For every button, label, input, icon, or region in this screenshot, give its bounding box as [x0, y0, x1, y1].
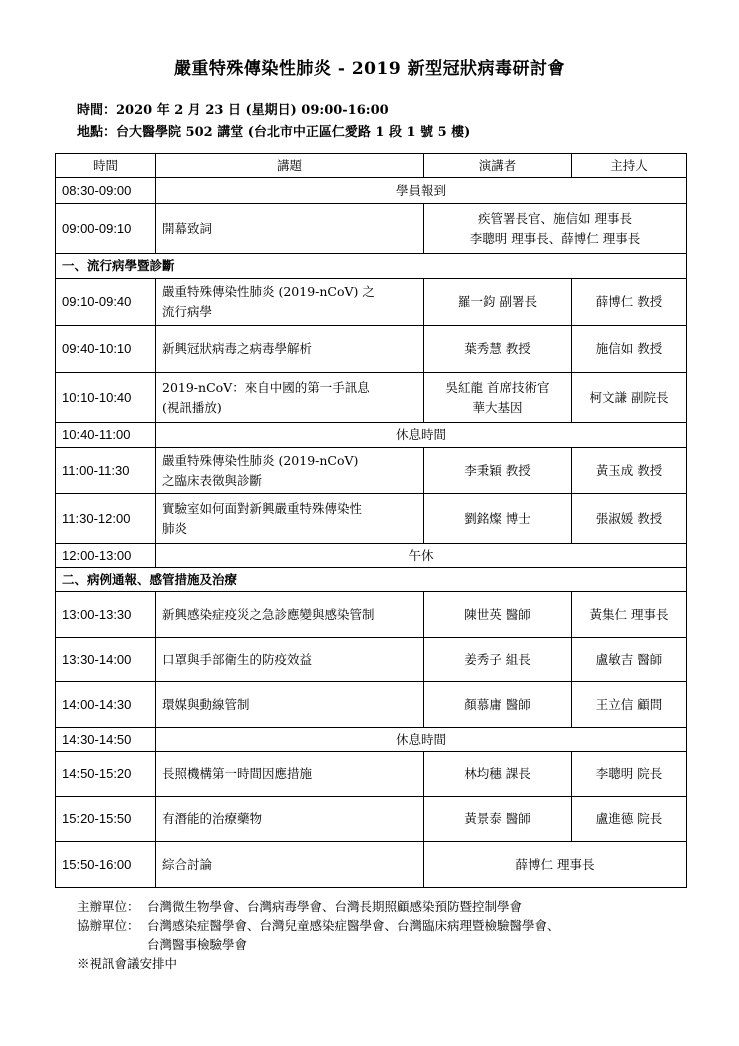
topic-line: 嚴重特殊傳染性肺炎 (2019-nCoV) 之 — [162, 284, 375, 299]
row-speaker: 李秉穎 教授 — [424, 448, 572, 494]
table-row — [56, 797, 687, 842]
table-row — [56, 178, 687, 204]
table-row — [56, 423, 687, 448]
row-speaker: 羅一鈞 副署長 — [424, 279, 572, 326]
row-time: 09:00-09:10 — [56, 204, 156, 254]
row-speaker: 葉秀慧 教授 — [424, 326, 572, 373]
topic-line: 實驗室如何面對新興嚴重特殊傳染性 — [162, 500, 363, 516]
header-speaker: 演講者 — [424, 154, 572, 178]
row-host: 黃集仁 理事長 — [572, 592, 687, 638]
row-time: 08:30-09:00 — [56, 178, 156, 204]
section-row — [56, 568, 687, 592]
row-activity: 午休 — [156, 544, 687, 568]
section-heading: 一、流行病學暨診斷 — [56, 254, 687, 279]
co-organizer-line — [77, 916, 560, 935]
speaker-line: 李聰明 理事長、薛博仁 理事長 — [469, 230, 641, 246]
row-speaker: 姜秀子 組長 — [424, 638, 572, 682]
row-host: 柯文謙 副院長 — [572, 373, 687, 423]
footer-notes — [77, 897, 560, 973]
row-speaker: 劉銘燦 博士 — [424, 494, 572, 544]
table-row — [56, 204, 687, 254]
co-organizer-text: 台灣感染症醫學會、台灣兒童感染症醫學會、台灣臨床病理暨檢驗醫學會、 — [147, 918, 560, 933]
row-topic: 開幕致詞 — [156, 204, 424, 254]
table-row — [56, 279, 687, 326]
row-host: 王立信 顧問 — [572, 682, 687, 728]
row-speaker: 黃景泰 醫師 — [424, 797, 572, 842]
row-speaker: 林均穗 課長 — [424, 752, 572, 797]
header-host: 主持人 — [572, 154, 687, 178]
topic-line: 流行病學 — [162, 304, 213, 319]
table-row — [56, 638, 687, 682]
row-topic — [156, 448, 424, 494]
table-row — [56, 752, 687, 797]
table-row — [56, 373, 687, 423]
co-organizer-continued: 台灣醫事檢驗學會 — [147, 937, 248, 952]
row-time: 09:10-09:40 — [56, 279, 156, 326]
row-topic: 環媒與動線管制 — [156, 682, 424, 728]
row-speaker-host: 薛博仁 理事長 — [424, 842, 687, 888]
table-row — [56, 326, 687, 373]
topic-line: (視訊播放) — [162, 399, 222, 415]
table-row — [56, 494, 687, 544]
row-activity: 休息時間 — [156, 423, 687, 448]
row-time: 14:00-14:30 — [56, 682, 156, 728]
row-topic: 口罩與手部衛生的防疫效益 — [156, 638, 424, 682]
row-host: 張淑媛 教授 — [572, 494, 687, 544]
header-time: 時間 — [56, 154, 156, 178]
row-time: 10:40-11:00 — [56, 423, 156, 448]
speaker-line: 吳紅龍 首席技術官 — [445, 379, 550, 395]
row-time: 13:00-13:30 — [56, 592, 156, 638]
table-row — [56, 728, 687, 752]
row-topic — [156, 279, 424, 326]
header-topic: 講題 — [156, 154, 424, 178]
row-time: 11:30-12:00 — [56, 494, 156, 544]
row-host: 施信如 教授 — [572, 326, 687, 373]
organizer-text: 台灣微生物學會、台灣病毒學會、台灣長期照顧感染預防暨控制學會 — [147, 899, 523, 914]
row-topic — [156, 494, 424, 544]
co-organizer-label: 協辦單位： — [77, 918, 140, 933]
row-time: 11:00-11:30 — [56, 448, 156, 494]
topic-line: 2019-nCoV：來自中國的第一手訊息 — [162, 379, 370, 395]
section-heading: 二、病例通報、感管措施及治療 — [56, 568, 687, 592]
topic-line: 之臨床表徵與診斷 — [162, 472, 263, 488]
topic-line: 嚴重特殊傳染性肺炎 (2019-nCoV) — [162, 452, 359, 468]
row-topic: 新興感染症疫災之急診應變與感染管制 — [156, 592, 424, 638]
table-row — [56, 592, 687, 638]
row-time: 12:00-13:00 — [56, 544, 156, 568]
schedule-table — [55, 153, 687, 888]
row-topic: 新興冠狀病毒之病毒學解析 — [156, 326, 424, 373]
row-time: 10:10-10:40 — [56, 373, 156, 423]
organizer-label: 主辦單位： — [77, 899, 140, 914]
row-time: 13:30-14:00 — [56, 638, 156, 682]
row-activity: 休息時間 — [156, 728, 687, 752]
row-topic: 有潛能的治療藥物 — [156, 797, 424, 842]
row-host: 薛博仁 教授 — [572, 279, 687, 326]
row-speaker: 顏慕庸 醫師 — [424, 682, 572, 728]
row-time: 14:50-15:20 — [56, 752, 156, 797]
row-speakers — [424, 204, 687, 254]
row-time: 09:40-10:10 — [56, 326, 156, 373]
row-host: 盧敏吉 醫師 — [572, 638, 687, 682]
row-time: 14:30-14:50 — [56, 728, 156, 752]
table-row — [56, 448, 687, 494]
speaker-line: 疾管署長官、施信如 理事長 — [478, 210, 632, 226]
section-row — [56, 254, 687, 279]
table-row — [56, 682, 687, 728]
row-activity: 學員報到 — [156, 178, 687, 204]
row-topic — [156, 373, 424, 423]
row-speaker: 陳世英 醫師 — [424, 592, 572, 638]
row-time: 15:20-15:50 — [56, 797, 156, 842]
row-topic: 綜合討論 — [156, 842, 424, 888]
row-speaker — [424, 373, 572, 423]
topic-line: 肺炎 — [162, 520, 188, 536]
speaker-line: 華大基因 — [472, 399, 523, 415]
event-place: 地點：台大醫學院 502 講堂 (台北市中正區仁愛路 1 段 1 號 5 樓) — [77, 125, 471, 140]
organizer-line — [77, 897, 560, 916]
remark-note: ※視訊會議安排中 — [77, 956, 178, 971]
row-time: 15:50-16:00 — [56, 842, 156, 888]
event-time: 時間：2020 年 2 月 23 日 (星期日) 09:00-16:00 — [77, 103, 389, 118]
page-title: 嚴重特殊傳染性肺炎 - 2019 新型冠狀病毒研討會 — [173, 59, 566, 79]
row-host: 李聰明 院長 — [572, 752, 687, 797]
table-row — [56, 842, 687, 888]
row-host: 盧進德 院長 — [572, 797, 687, 842]
table-row — [56, 544, 687, 568]
table-header-row — [56, 154, 687, 178]
row-topic: 長照機構第一時間因應措施 — [156, 752, 424, 797]
row-host: 黃玉成 教授 — [572, 448, 687, 494]
